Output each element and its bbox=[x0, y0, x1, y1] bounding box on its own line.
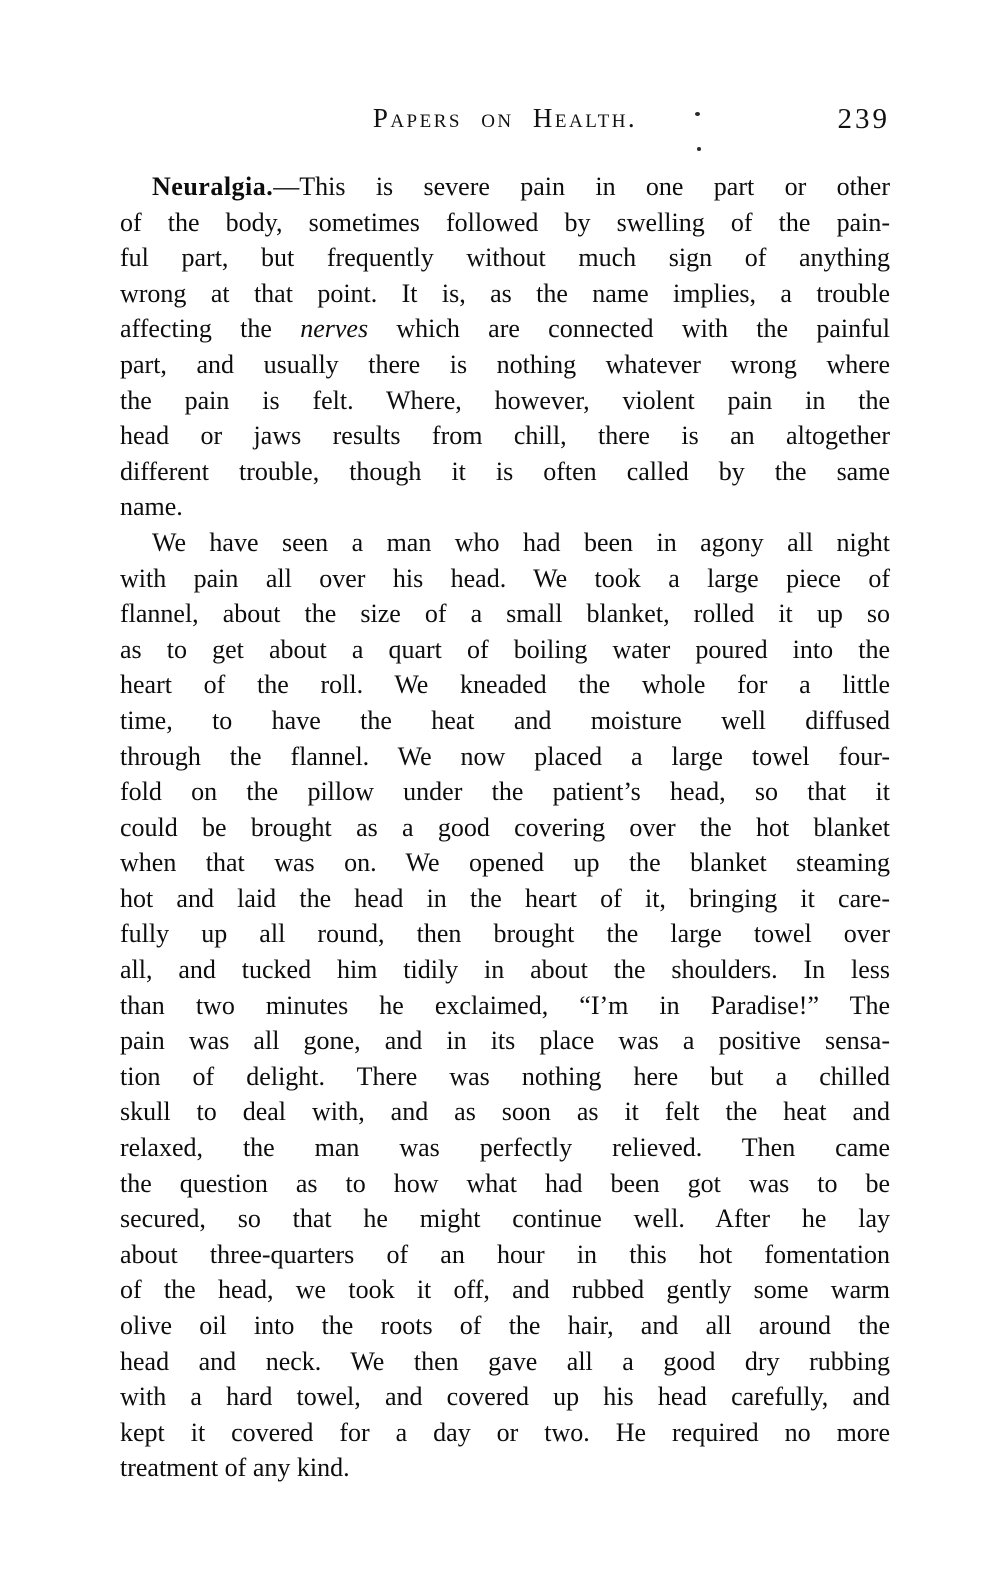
body-text: part, and usually there is nothing whatever wrong where bbox=[120, 349, 890, 379]
ink-speck bbox=[695, 112, 700, 116]
body-text: about three-quarters of an hour in this hot fomentation bbox=[120, 1239, 890, 1269]
text-line bbox=[120, 1344, 890, 1380]
text-line bbox=[120, 1023, 890, 1059]
body-text: as to get about a quart of boiling water poured into the bbox=[120, 634, 890, 664]
paragraph bbox=[120, 525, 890, 1486]
text-line bbox=[120, 418, 890, 454]
body-text: when that was on. We opened up the blanket steaming bbox=[120, 848, 890, 878]
text-line bbox=[120, 988, 890, 1024]
paragraph bbox=[120, 169, 890, 525]
text-line bbox=[120, 489, 890, 525]
text-line bbox=[120, 454, 890, 490]
text-line bbox=[120, 739, 890, 775]
body-text: olive oil into the roots of the hair, and all around the bbox=[120, 1311, 890, 1340]
text-line bbox=[120, 1237, 890, 1273]
text-line bbox=[120, 667, 890, 703]
text-line bbox=[120, 525, 890, 561]
bold-text: Neuralgia. bbox=[152, 172, 274, 201]
body-text: of the body, sometimes followed by swelling of the pain- bbox=[120, 207, 890, 237]
ink-speck bbox=[697, 147, 701, 151]
text-line bbox=[120, 845, 890, 881]
text-block bbox=[120, 169, 890, 1486]
body-text: name. bbox=[120, 492, 183, 522]
body-text: treatment of any kind. bbox=[120, 1453, 350, 1483]
body-text: affecting the bbox=[120, 314, 301, 344]
text-line bbox=[120, 1450, 890, 1486]
text-line bbox=[120, 881, 890, 917]
text-line bbox=[120, 1415, 890, 1451]
body-text: kept it covered for a day or two. He required no more bbox=[120, 1417, 890, 1447]
text-line bbox=[120, 952, 890, 988]
body-text: wrong at that point. It is, as the name implies, a trouble bbox=[120, 278, 890, 308]
text-line bbox=[120, 169, 890, 205]
body-text: all, and tucked him tidily in about the shoulders. In less bbox=[120, 955, 890, 985]
text-line bbox=[120, 205, 890, 241]
text-line bbox=[120, 1059, 890, 1095]
body-text: fully up all round, then brought the large towel over bbox=[120, 919, 890, 949]
body-text: ful part, but frequently without much sign of anything bbox=[120, 243, 890, 273]
body-text: skull to deal with, and as soon as it felt the heat and bbox=[120, 1097, 890, 1127]
body-text: hot and laid the head in the heart of it, bringing it care- bbox=[120, 883, 890, 913]
body-text: tion of delight. There was nothing here but a chilled bbox=[120, 1061, 890, 1091]
body-text: the pain is felt. Where, however, violent pain in the bbox=[120, 385, 890, 415]
body-text: We have seen a man who had been in agony all night bbox=[152, 527, 890, 557]
body-text: time, to have the heat and moisture well diffused bbox=[120, 705, 890, 735]
body-text: relaxed, the man was perfectly relieved. Then came bbox=[120, 1133, 890, 1163]
body-text: than two minutes he exclaimed, “I’m in Paradise!” The bbox=[120, 990, 890, 1020]
body-text: head and neck. We then gave all a good dry rubbing bbox=[120, 1346, 890, 1376]
body-text: with a hard towel, and covered up his head carefully, and bbox=[120, 1382, 890, 1412]
text-line bbox=[120, 703, 890, 739]
body-text: secured, so that he might continue well. After he lay bbox=[120, 1204, 890, 1234]
body-text: through the flannel. We now placed a large towel four- bbox=[120, 741, 890, 771]
body-text: the question as to how what had been got was to be bbox=[120, 1168, 890, 1198]
text-line bbox=[120, 916, 890, 952]
body-text: different trouble, though it is often called by the same bbox=[120, 456, 890, 486]
text-line bbox=[120, 240, 890, 276]
text-line bbox=[120, 1201, 890, 1237]
body-text: pain was all gone, and in its place was a positive sensa- bbox=[120, 1026, 890, 1056]
body-text: with pain all over his head. We took a large piece of bbox=[120, 563, 890, 593]
body-text: of the head, we took it off, and rubbed gently some warm bbox=[120, 1275, 890, 1305]
text-line bbox=[120, 561, 890, 597]
text-line bbox=[120, 1130, 890, 1166]
text-line bbox=[120, 596, 890, 632]
text-line bbox=[120, 1272, 890, 1308]
body-text: could be brought as a good covering over the hot blanket bbox=[120, 812, 890, 842]
running-header bbox=[120, 103, 890, 143]
text-line bbox=[120, 1379, 890, 1415]
body-text: flannel, about the size of a small blanket, rolled it up so bbox=[120, 599, 890, 629]
text-line bbox=[120, 276, 890, 312]
text-line bbox=[120, 810, 890, 846]
text-line bbox=[120, 347, 890, 383]
page-title: Papers on Health. bbox=[372, 103, 638, 133]
page-number: 239 bbox=[837, 103, 890, 135]
body-text: heart of the roll. We kneaded the whole for a little bbox=[120, 670, 890, 700]
text-line bbox=[120, 383, 890, 419]
body-text: which are connected with the painful bbox=[368, 314, 890, 344]
text-line bbox=[120, 632, 890, 668]
text-line bbox=[120, 1308, 890, 1344]
italic-text: nerves bbox=[300, 314, 369, 344]
body-text: fold on the pillow under the patient’s head, so that it bbox=[120, 777, 890, 807]
text-line bbox=[120, 774, 890, 810]
body-text: —This is severe pain in one part or other bbox=[273, 172, 890, 201]
text-line bbox=[120, 1094, 890, 1130]
text-line bbox=[120, 1166, 890, 1202]
body-text: head or jaws results from chill, there is an altogether bbox=[120, 421, 890, 451]
text-line bbox=[120, 311, 890, 347]
